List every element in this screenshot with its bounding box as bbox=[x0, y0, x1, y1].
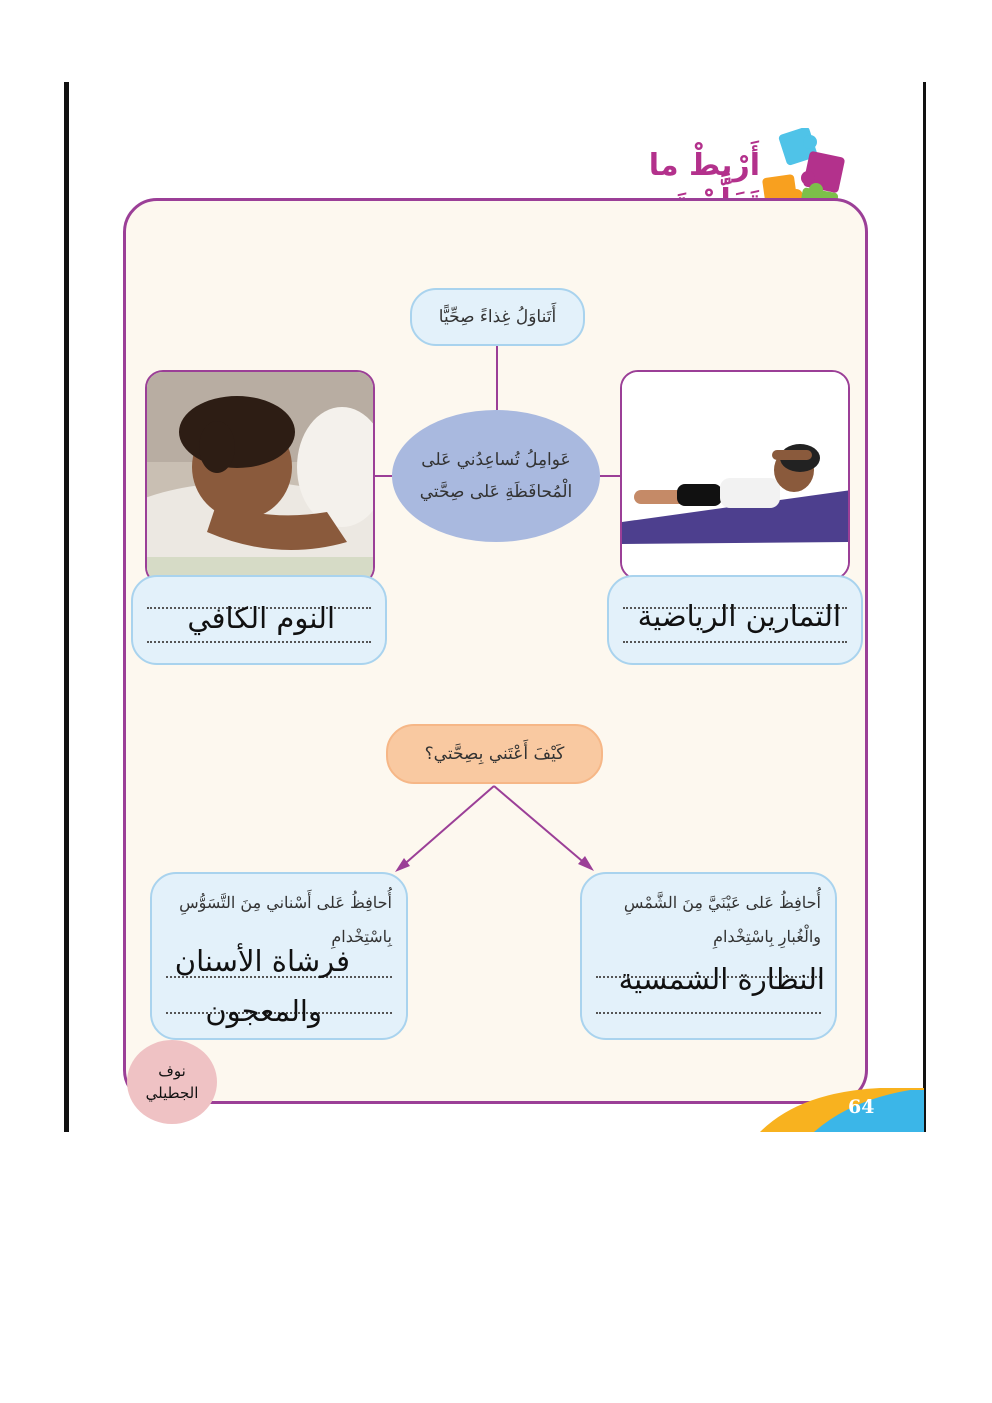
answer-box-sleep[interactable] bbox=[131, 575, 387, 665]
care-question-bubble: كَيْفَ أَعْتَني بِصِحَّتي؟ bbox=[386, 724, 603, 784]
answer-box-teeth[interactable] bbox=[150, 872, 408, 1040]
author-last-name: الجطيلي bbox=[145, 1084, 199, 1102]
healthy-food-bubble: أَتَناوَلُ غِذاءً صِحِّيًّا bbox=[410, 288, 585, 346]
answer-text-teeth-line1: فرشاة الأسنان bbox=[174, 944, 350, 978]
page-corner-decoration bbox=[760, 1084, 924, 1132]
page-number: 64 bbox=[848, 1096, 875, 1118]
answer-text-exercise: التمارين الرياضية bbox=[637, 599, 841, 633]
answer-text-teeth-line2: والمعجون bbox=[205, 994, 322, 1028]
dotted-line bbox=[623, 641, 847, 643]
answer-text-eyes: النظارة الشمسية bbox=[618, 962, 825, 996]
prompt-eyes: أُحافِظُ عَلى عَيْنَيَّ مِنَ الشَّمْسِ والْغُبارِ بِاسْتِخْدامِ bbox=[623, 893, 821, 946]
answer-text-sleep: النوم الكافي bbox=[187, 601, 335, 635]
prompt-teeth: أُحافِظُ عَلى أَسْناني مِنَ التَّسَوُّسِ بِاسْتِخْدامِ bbox=[179, 893, 392, 946]
dotted-line bbox=[596, 1012, 821, 1014]
answer-box-eyes[interactable] bbox=[580, 872, 837, 1040]
sleeping-child-photo bbox=[145, 370, 375, 585]
page-left-border bbox=[64, 82, 69, 1132]
exercise-photo bbox=[620, 370, 850, 580]
dotted-line bbox=[147, 641, 371, 643]
page-right-border bbox=[923, 82, 926, 1132]
page-title: أَرْبِطْ ما bbox=[648, 148, 760, 183]
author-first-name: نوف bbox=[158, 1062, 186, 1080]
answer-box-exercise[interactable] bbox=[607, 575, 863, 665]
author-badge bbox=[127, 1040, 217, 1124]
health-factors-center: عَوامِلُ تُساعِدُني عَلى الْمُحافَظَةِ عَلى صِحَّتي bbox=[392, 410, 600, 542]
